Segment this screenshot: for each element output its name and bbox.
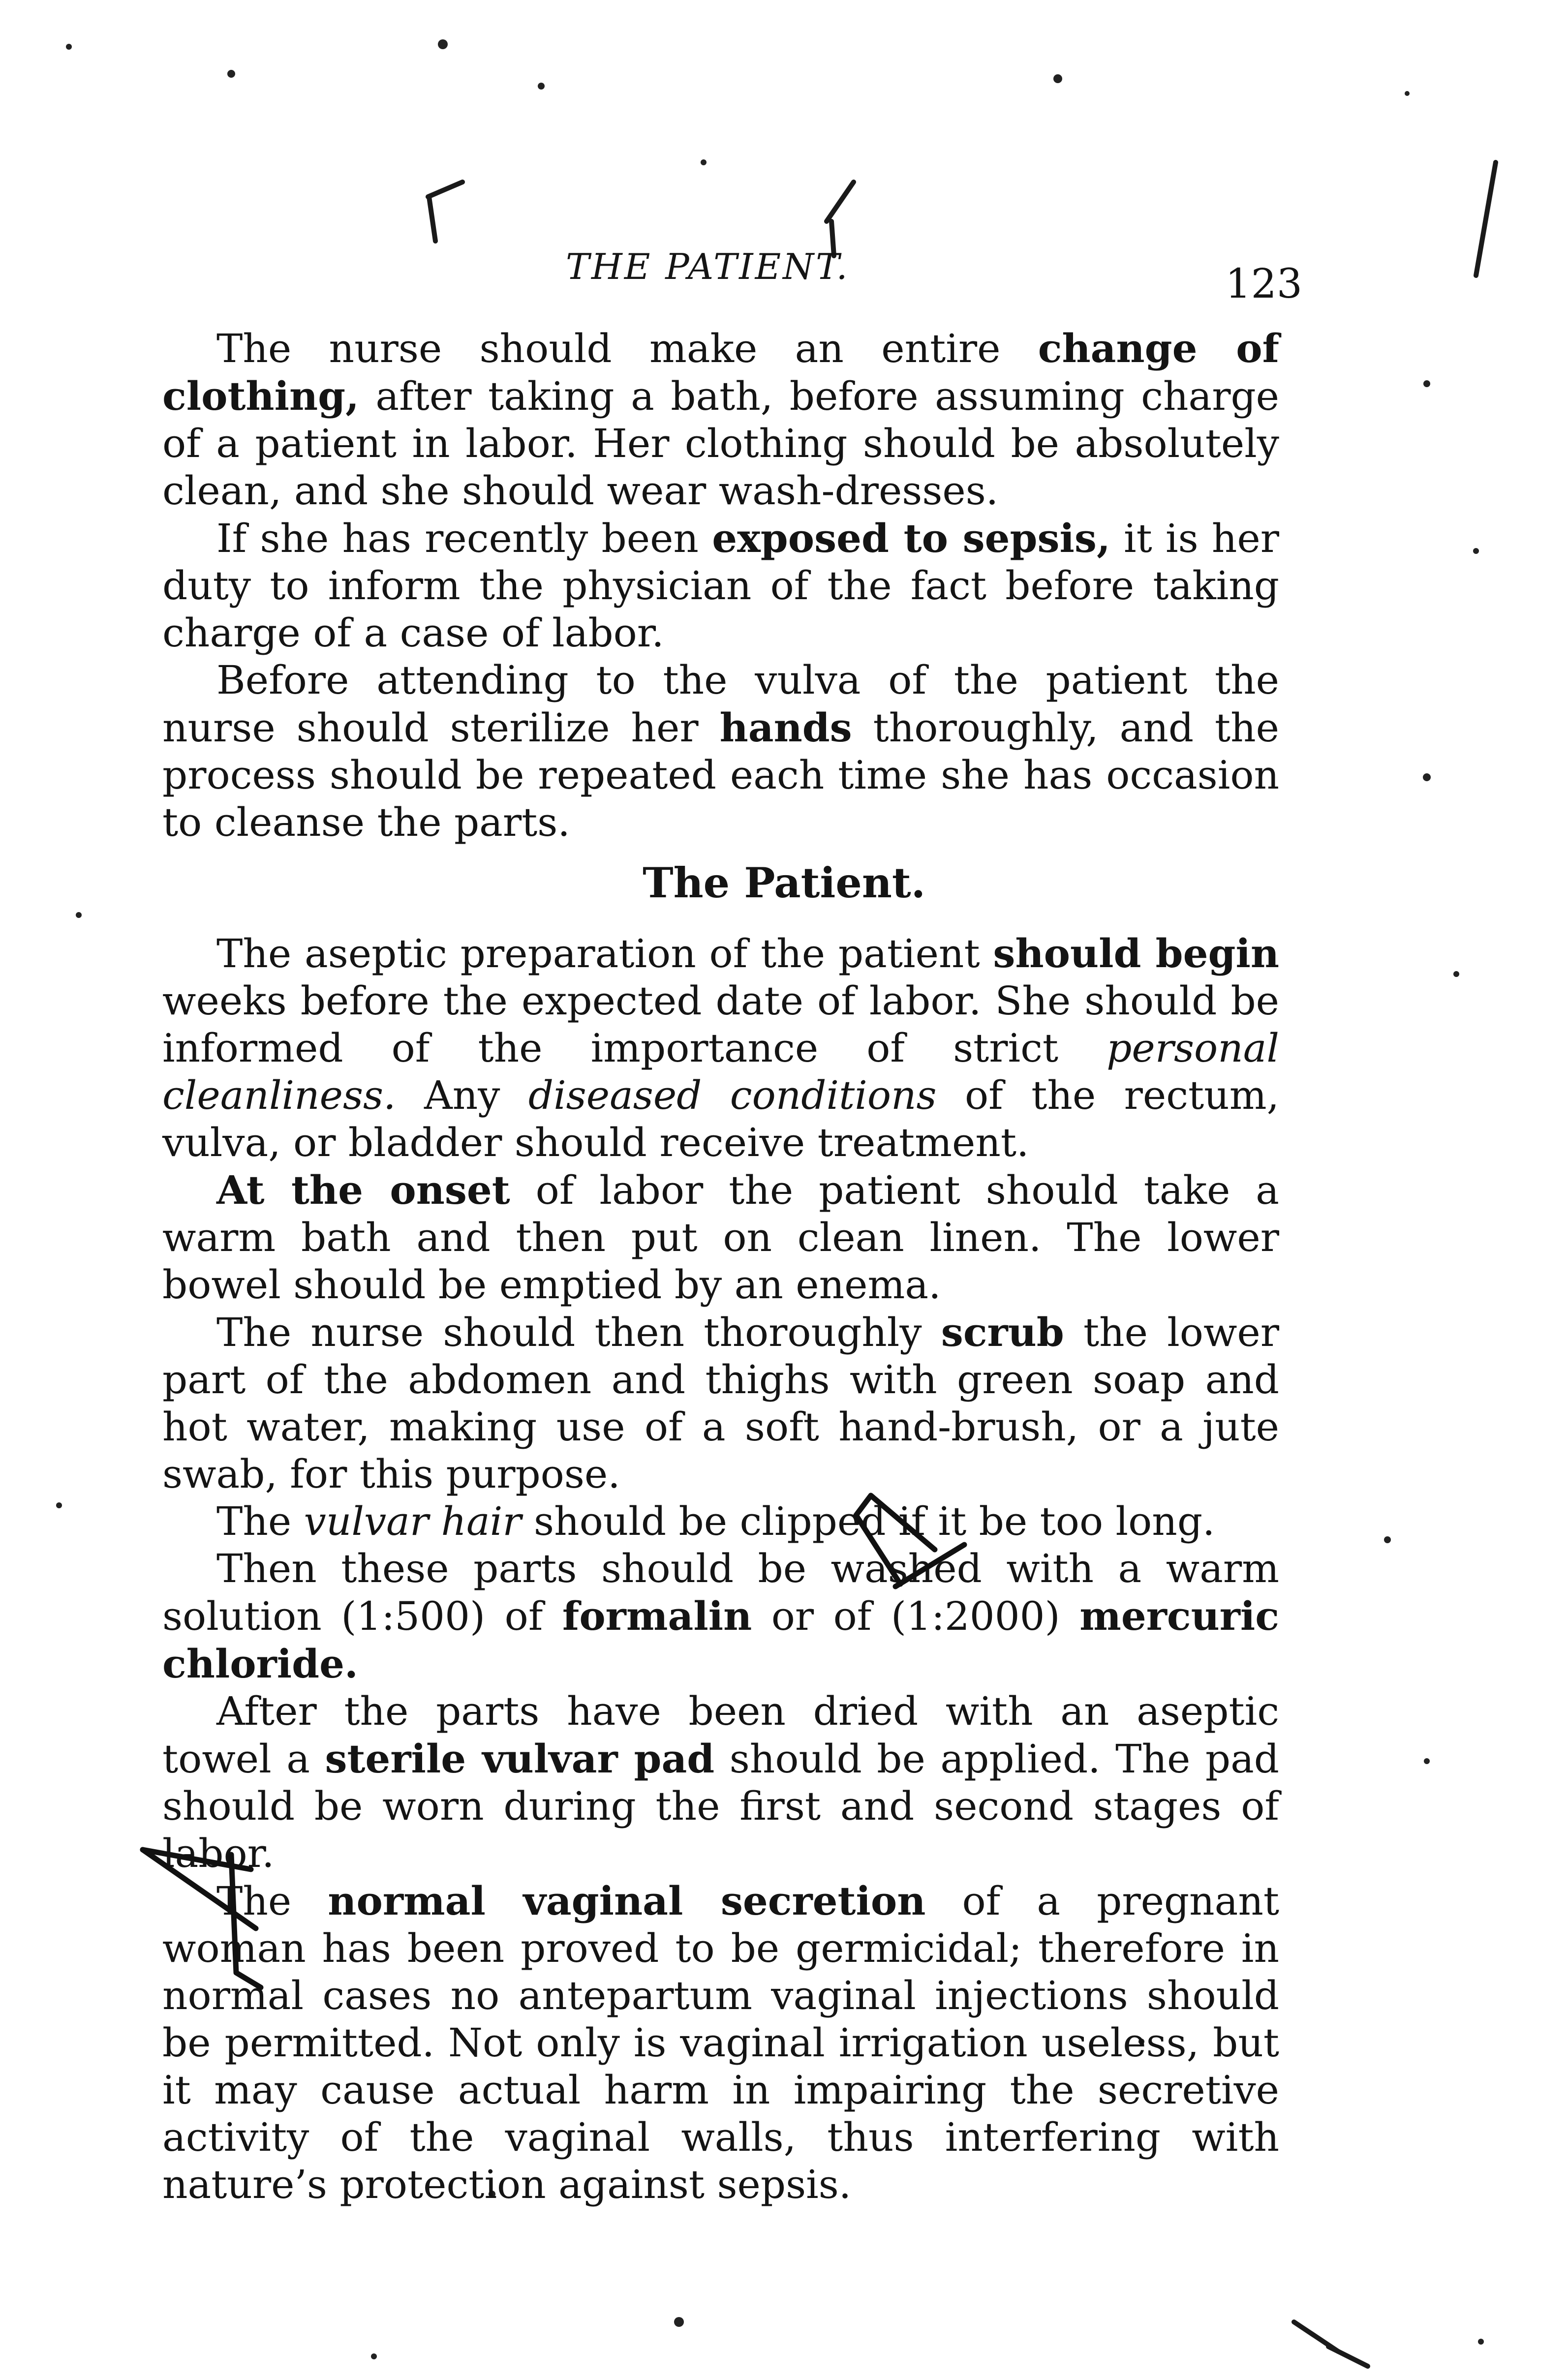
bold-text: At the onset: [216, 1167, 510, 1213]
text-span: of the rectum, vulva, or bladder should receive treatment.: [162, 1072, 1279, 1165]
text-span: Before attending to the vulva of the patient the nurse should sterilize her: [162, 657, 1279, 751]
text-span: thoroughly, and the process should be repeated each time she has occasion to cleanse the parts.: [162, 705, 1279, 845]
text-span: After the parts have been dried with an aseptic towel a: [162, 1688, 1279, 1782]
italic-text: vulvar hair: [304, 1498, 522, 1544]
text-span: of a pregnant woman has been proved to be germicidal; therefore in normal cases no antepartum vaginal injections should be permitted. Not only is vaginal irrigation useless, but it may cause actual harm in impairing the secretive activity of the vaginal walls, thus interfering with nature’s protection against sepsis.: [162, 1878, 1280, 2207]
bold-text: normal vaginal secretion: [328, 1878, 926, 1924]
bold-text: scrub: [941, 1309, 1064, 1355]
text-span: The: [216, 1498, 304, 1544]
bold-text: change of clothing,: [162, 325, 1279, 419]
italic-text: personal cleanliness.: [162, 1025, 1279, 1118]
bold-text: formalin: [562, 1593, 752, 1639]
text-span: If she has recently been: [216, 516, 712, 561]
bold-text: exposed to sepsis,: [712, 515, 1110, 561]
text-span: of labor the patient should take a warm bath and then put on clean linen. The lower bowel should be emptied by an enema.: [162, 1167, 1279, 1308]
italic-text: diseased conditions: [528, 1072, 937, 1118]
bold-text: hands: [719, 704, 852, 751]
text-span: Then these parts should be washed with a warm solution (1:500) of: [162, 1546, 1279, 1639]
section-heading: The Patient.: [643, 858, 925, 907]
text-span: after taking a bath, before assuming charge of a patient in labor. Her clothing should be absolutely clean, and she should wear wash-dresses.: [162, 373, 1279, 514]
text-span: or of (1:2000): [752, 1593, 1080, 1639]
text-span: should be clipped if it be too long.: [521, 1498, 1215, 1544]
text-span: Any: [396, 1072, 528, 1118]
bold-text: mercuric chloride.: [162, 1593, 1280, 1687]
text-span: it is her duty to inform the physician of the fact before taking charge of a case of labor.: [162, 516, 1279, 656]
bold-text: sterile vulvar pad: [325, 1736, 715, 1782]
text-span: weeks before the expected date of labor. She should be informed of the importance of strict: [162, 978, 1279, 1071]
text-span: the lower part of the abdomen and thighs with green soap and hot water, making use of a soft hand-brush, or a jute swab, for this purpose.: [162, 1310, 1279, 1497]
bold-text: should begin: [993, 930, 1280, 976]
text-span: The: [216, 1878, 328, 1924]
running-head: THE PATIENT.: [566, 246, 850, 287]
text-span: The nurse should make an entire: [216, 326, 1038, 371]
text-span: The aseptic preparation of the patient: [216, 931, 993, 976]
text-span: The nurse should then thoroughly: [216, 1310, 941, 1355]
text-span: should be applied. The pad should be worn during the first and second stages of labor.: [162, 1736, 1279, 1876]
page-number: 123: [1225, 261, 1302, 307]
